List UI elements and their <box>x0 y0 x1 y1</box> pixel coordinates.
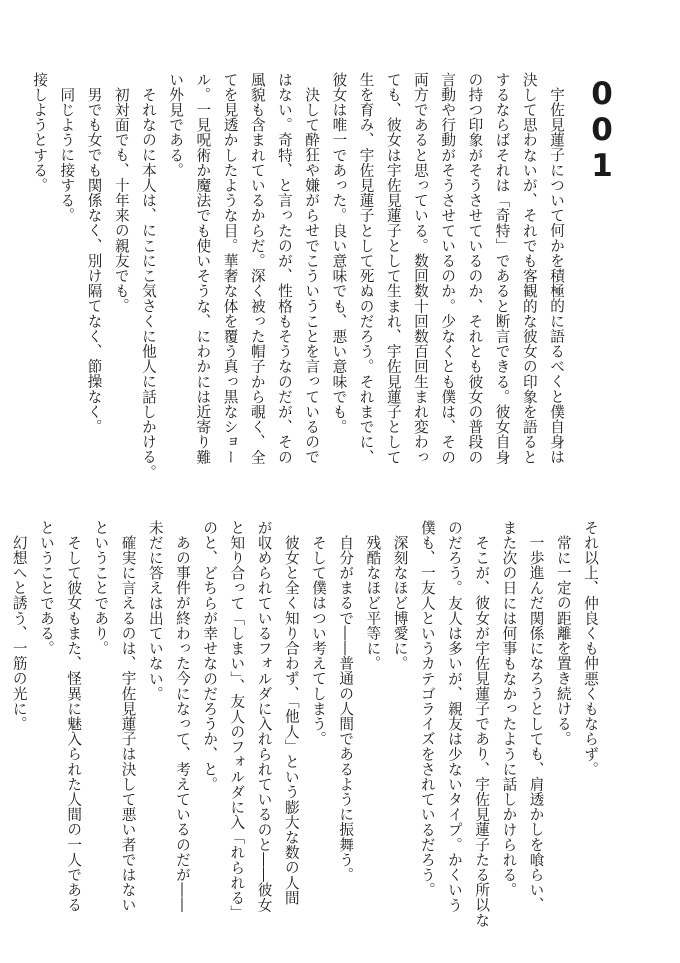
text-line: 生を育み、宇佐見蓮子として死ぬのだろう。それまでに、 <box>357 72 375 465</box>
text-line: 未だに答えは出ていない。 <box>146 520 164 702</box>
text-line: するならばそれは「奇特」であると断言できる。彼女自身 <box>493 72 511 465</box>
text-line: 確実に言えるのは、宇佐見蓮子は決して悪い者ではない <box>119 534 137 913</box>
text-line: 深刻なほど博愛に。 <box>391 534 409 671</box>
text-line: また次の日には何事もなかったように話しかけられる。 <box>500 520 518 898</box>
text-line: が収められているフォルダに入れられているのと――彼女 <box>255 520 273 913</box>
text-line: はない。奇特、と言ったのが、性格もそうなのだが、その <box>275 72 293 465</box>
text-line: の持つ印象がそうさせているのか、それとも彼女の普段の <box>466 72 484 465</box>
text-line: のと、どちらが幸せなのだろうか、と。 <box>201 520 219 792</box>
text-line: ても、彼女は宇佐見蓮子として生まれ、宇佐見蓮子として <box>384 72 402 465</box>
text-line: 残酷なほど平等に。 <box>364 534 382 671</box>
text-line: 彼女は唯一であった。良い意味でも、悪い意味でも。 <box>330 72 348 435</box>
text-line: それ以上、仲良くも仲悪くもならず。 <box>582 520 599 777</box>
text-line: 言動や行動がそうさせているのか。少なくとも僕は、その <box>439 72 457 465</box>
text-line: あの事件が終わった今になって、考えているのだが―― <box>173 534 191 913</box>
text-line: 常に一定の距離を置き続ける。 <box>554 534 572 746</box>
text-line: 初対面でも、十年来の親友でも。 <box>112 86 130 314</box>
text-line: そこが、彼女が宇佐見蓮子であり、宇佐見蓮子たる所以な <box>473 534 491 928</box>
text-line: 同じように接する。 <box>58 86 76 223</box>
text-line: と知り合って「しまい」、友人のフォルダに入「れられる」 <box>228 520 246 921</box>
text-line: そして僕はつい考えてしまう。 <box>309 534 327 746</box>
text-line: そして彼女もまた、怪異に魅入られた人間の一人である <box>65 534 83 913</box>
text-line: ということである。 <box>37 520 55 656</box>
text-line: それなのに本人は、にこにこ気さくに他人に話しかける。 <box>139 86 157 480</box>
text-line: 幻想へと誘う、一筋の光に。 <box>10 534 28 731</box>
text-line: 彼女と全く知り合わず、「他人」という膨大な数の人間 <box>282 534 300 905</box>
text-line: 決して酔狂や嫌がらせでこういうことを言っているので <box>303 86 321 465</box>
text-line: ル。一見呪術か魔法でも使いそうな、にわかには近寄り難 <box>194 72 212 465</box>
text-line: い外見である。 <box>167 72 185 178</box>
text-line: 宇佐見蓮子について何かを積極的に語るべくと僕自身は <box>548 86 565 465</box>
text-block-top <box>26 72 570 492</box>
text-line: のだろう。友人は多いが、親友は少ないタイプ。かくいう <box>445 520 463 913</box>
text-line: てを見透かしたような目。華奢な体を覆う真っ黒なショー <box>221 72 239 465</box>
text-line: 両方であると思っている。数回数十回数百回生まれ変わっ <box>411 72 429 465</box>
text-line: ということであり。 <box>92 520 110 656</box>
text-line: 決して思わないが、それでも客観的な彼女の印象を語ると <box>520 72 538 465</box>
text-line: 一歩進んだ関係になろうとしても、肩透かしを喰らい、 <box>527 534 545 913</box>
text-line: 接しようとする。 <box>31 72 49 193</box>
text-block-bottom <box>6 520 604 940</box>
chapter-number: 001 <box>584 76 620 184</box>
text-line: 自分がまるで――普通の人間であるように振舞う。 <box>337 534 355 882</box>
text-line: 僕も、一友人というカテゴライズをされているだろう。 <box>418 520 436 898</box>
text-line: 男でも女でも関係なく、別け隔てなく、節操なく。 <box>85 86 103 434</box>
text-line: 風貌も含まれているからだ。深く被った帽子から覗く、全 <box>248 72 266 465</box>
